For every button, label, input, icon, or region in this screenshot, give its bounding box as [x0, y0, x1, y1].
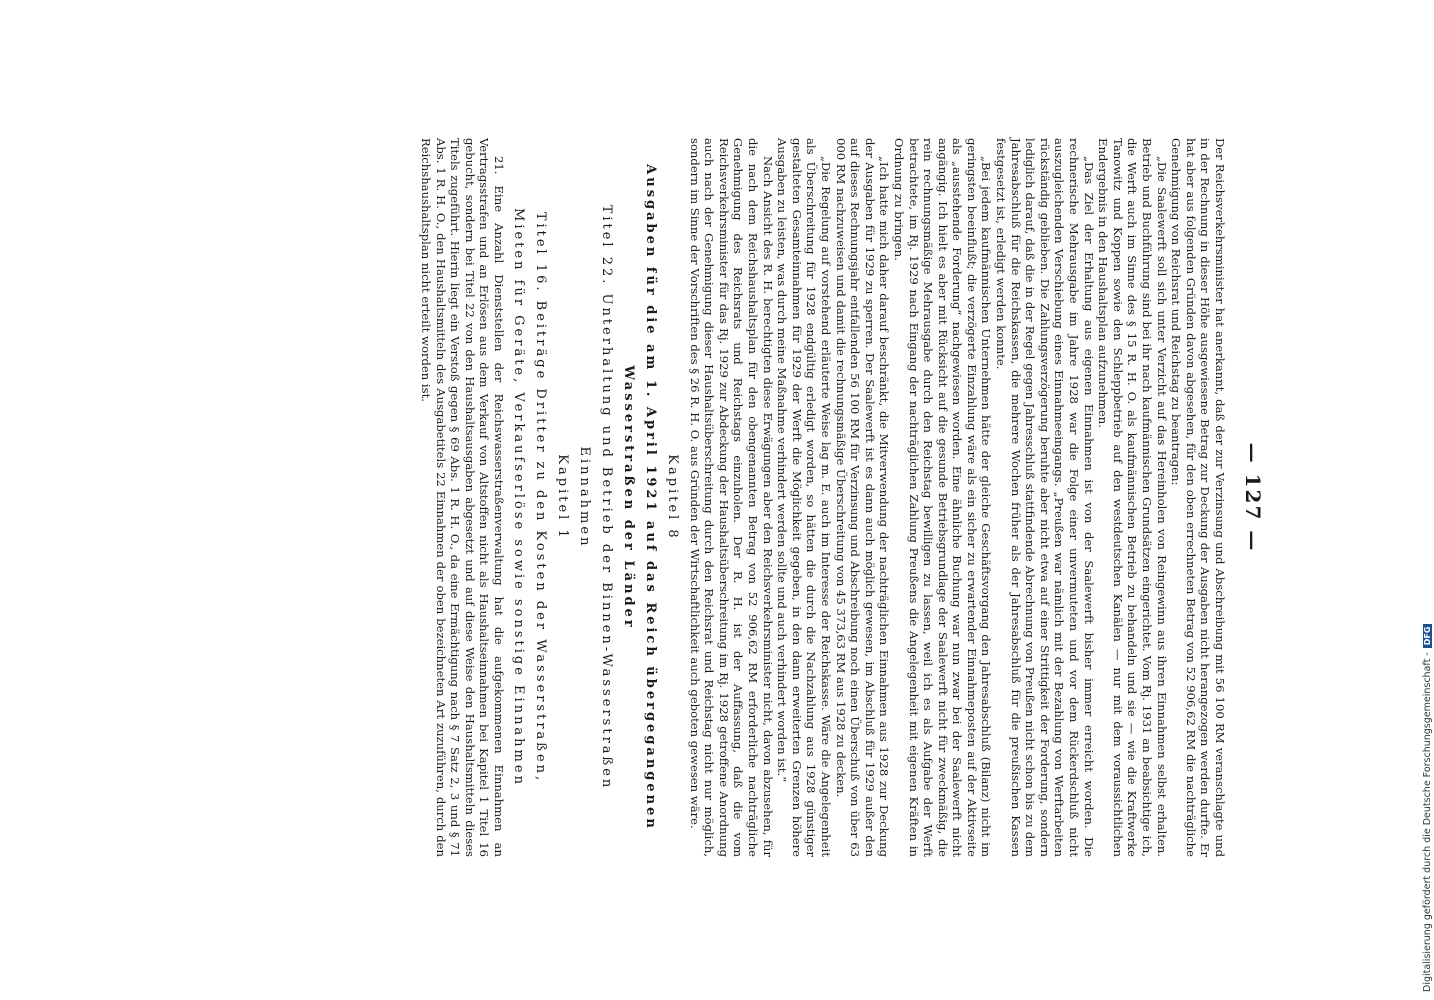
paragraph-7: Nach Ansicht des R. H. berechtigten diese Erwägungen aber den Reichsverkehrsminister nicht, davon abzusehen, für die nach dem Reichshaushaltsplan für den obengenannten Betrag von 52 906,62 RM erforderliche nachträgliche Genehmigung des Reichsrats und Reichstags einzuholen. Der R. H. ist der Auffassung, daß die vom Reichsverkehrsminister für das Rj. 1929 zur Abdeckung der Haushaltsüberschreitung im Rj. 1928 getroffene Anordnung auch nach der Genehmigung dieser Haushaltsüberschreitung durch den Reichsrat und Reichstag nicht nur möglich, sondern im Sinne der Vorschriften des § 26 R. H. O. aus Gründen der Wirtschaftlichkeit auch geboten gewesen wäre. — [687, 138, 775, 857]
digitization-credit — [1420, 8, 1434, 992]
paragraph-5: „Ich hatte mich daher darauf beschränkt, die Mitverwendung der nachträglichen Einnahmen aus 1928 zur Deckung der Ausgaben für 1929 zu sperren. Der Saalewerft ist es dann auch möglich gewesen, im Abschluß für 1929 außer den auf dieses Rechnungsjahr entfallenden 56 100 RM für Verzinsung und Abschreibung noch einen Überschuß von über 63 000 RM nachzuweisen und damit die rechnungsmäßige Überschreitung von 45 373,63 RM aus 1928 zu decken. — [833, 138, 892, 857]
heading-title-16-line-2: Mieten für Geräte, Verkaufserlöse sowie sonstige Einnahmen — [511, 208, 527, 787]
heading-chapter-8: Kapitel 8 — [665, 454, 681, 541]
paragraph-1: Der Reichsverkehrsminister hat anerkannt, daß der zur Verzinsung und Abschreibung mit 56 100 RM veranschlagte und in der Rechnung in dieser Höhe ausgewiesene Betrag zur Deckung der Ausgaben nicht herangezogen werden durfte. Er hat aber aus folgenden Gründen davon abgesehen, für den oben errechneten Betrag von 52 906,62 RM die nachträgliche Genehmigung von Reichsrat und Reichstag zu beantragen: — [1169, 138, 1227, 857]
heading-title-16-line-1: Titel 16. Beiträge Dritter zu den Kosten der Wasserstraßen, — [533, 211, 549, 784]
paragraph-2: „Die Saalewerft soll sich unter Verzicht auf das Hereinholen von Reingewinn aus ihren Einnahmen selbst erhalten. Betrieb und Buchführung sind bei ihr nach kaufmännischen Grundsätzen eingerichtet. Vom Rj. 1931 an beabsichtige ich, die Werft auch im Sinne des § 15 R. H. O. als kaufmännischen Betrieb zu behandeln und sie — wie die Kraftwerke Tanowitz und Koppen sowie den Schleppbetrieb auf den westdeutschen Kanälen — nur mit dem voraussichtlichen Endergebnis in den Haushaltsplan aufzunehmen. — [1096, 138, 1169, 857]
heading-chapter-title-line-2: Wasserstraßen der Länder — [621, 365, 637, 630]
page-number: — 127 — — [1241, 442, 1265, 553]
paragraph-4: „Bei jedem kaufmännischen Unternehmen hätte der gleiche Geschäftsvorgang den Jahresabschluß (Bilanz) nicht im geringsten beeinflußt; die verzögerte Einzahlung wäre als ein sicher zu erwartender Einnahmeposten auf der Aktivseite als „ausstehende Forderung“ nachgewiesen worden. Eine ähnliche Buchung war nun zwar bei der Saalewerft nicht angängig. Ich hielt es aber mit Rücksicht auf die gesunde Betriebsgrundlage der Saalewerft nicht für zweckmäßig, die rein rechnungsmäßige Mehrausgabe durch den Reichstag bewilligen zu lassen, weil ich es als Aufgabe der Werft betrachtete, im Rj. 1929 nach Eingang der nachträglichen Zahlung Preußens die Angelegenheit mit eigenen Kräften in Ordnung zu bringen. — [891, 138, 994, 857]
paragraph-3: „Das Ziel der Erhaltung aus eigenen Einnahmen ist von der Saalewerft bisher immer erreicht worden. Die rechnerische Mehrausgabe im Jahre 1928 war die Folge einer unvermuteten und vor dem Rückerdschluß nicht auszugleichenden Verschiebung eines Einnahmeeingangs. „Preußen war nämlich mit der Bezahlung von Werftarbeiten rückständig geblieben. Die Zahlungsverzögerung beruhte aber nicht etwa auf einer Strittigkeit der Forderung, sondern lediglich darauf, daß die in der Regel gegen Jahresschluß stattfindende Abrechnung von Preußen nicht schon bis zu dem Jahresabschluß für die Reichskassen, die mehrere Wochen früher als der Jahresabschluß für die preußischen Kassen festgesetzt ist, erledigt werden konnte. — [994, 138, 1096, 857]
heading-income: Einnahmen — [577, 446, 593, 549]
heading-chapter-1: Kapitel 1 — [555, 454, 571, 541]
paragraph-21: 21. Eine Anzahl Dienststellen der Reichswasserstraßenverwaltung hat die aufgekommenen Einnahmen an Vertragsstrafen und an Erlösen aus dem Verkauf von Altstoffen nicht als Haushaltseinnahmen bei Kapitel 1 Titel 16 gebucht, sondern bei Titel 22 von den Haushaltsausgaben abgesetzt und auf diese Weise den Haushaltsmitteln dieses Titels zugeführt. Hierin liegt ein Verstoß gegen § 69 Abs. 1 R. H. O., da eine Ermächtigung nach § 7 Satz 2, 3 und § 71 Abs. 1 R. H. O., den Haushaltsmitteln des Ausgabetitels 22 Einnahmen der oben bezeichneten Art zuzuführen, durch den Reichshaushaltsplan nicht erteilt worden ist. — [419, 138, 507, 857]
paragraph-6: „Die Regelung auf vorstehend erläuterte Weise lag m. E. auch im Interesse der Reichskasse. Wäre die Angelegenheit als Überschreitung für 1928 endgültig erledigt worden, so hätten die durch die Nachzahlung aus 1928 günstiger gestalteten Gesamteinnahmen für 1929 der Werft die Möglichkeit gegeben, in den dann erweiterten Grenzen höhere Ausgaben zu leisten, was durch meine Maßnahme verhindert werden sollte und auch verhindert worden ist.“ — [775, 138, 833, 857]
heading-title-22: Titel 22. Unterhaltung und Betrieb der Binnen-Wasserstraßen — [599, 204, 615, 791]
heading-chapter-title-line-1: Ausgaben für die am 1. April 1921 auf das Reich übergegangenen — [643, 164, 659, 831]
credit-text: Digitalisierung gefördert durch die Deutsche Forschungsgemeinschaft - — [1421, 652, 1433, 992]
dfg-logo: DFG — [1423, 624, 1432, 649]
rotated-document-page — [100, 130, 1265, 865]
